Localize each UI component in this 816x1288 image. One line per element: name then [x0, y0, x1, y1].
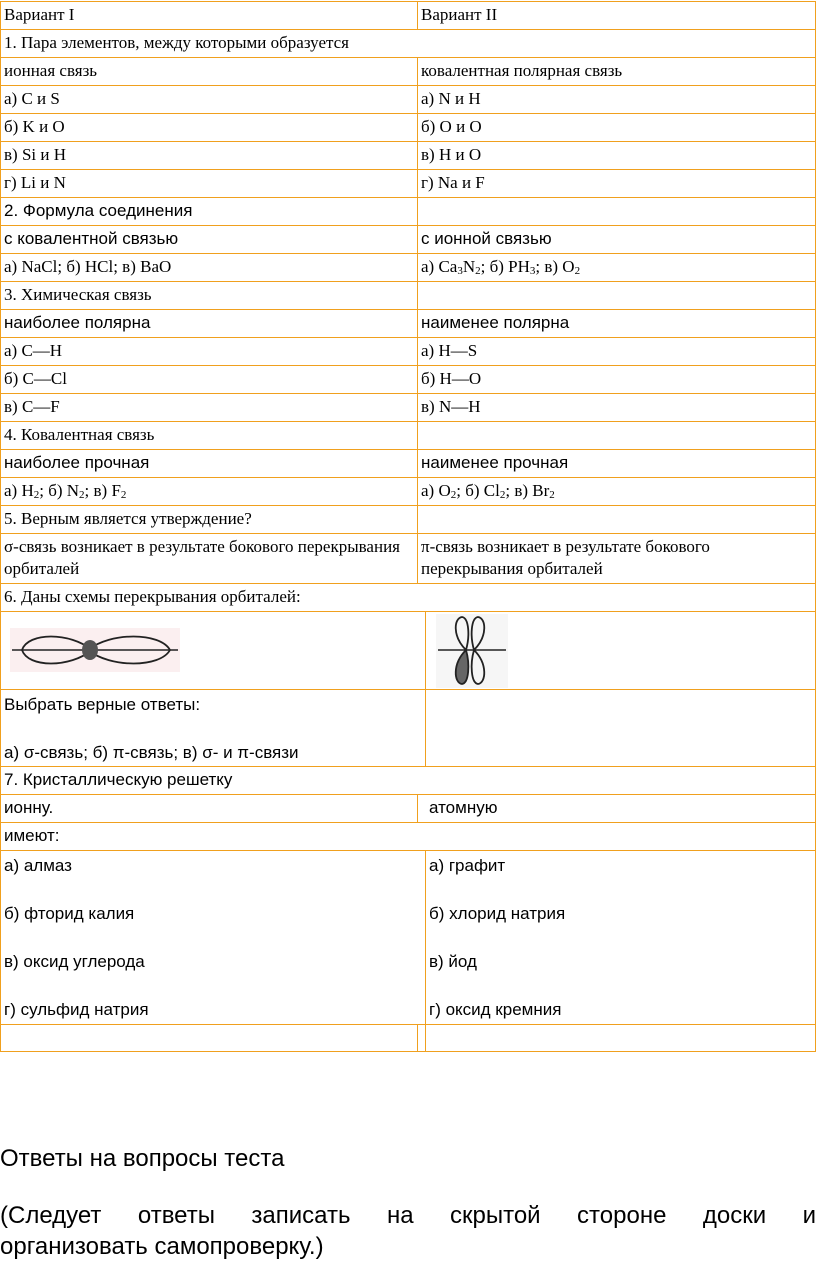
answers-heading: Ответы на вопросы теста — [0, 1145, 285, 1172]
q3-left-option: б) C—Cl — [4, 369, 67, 388]
q7-left-option: б) фторид калия — [4, 904, 135, 923]
q1-right-subtitle: ковалентная полярная связь — [421, 61, 623, 80]
q7-left-subtitle: ионну. — [4, 798, 54, 817]
q2-left-answers: а) NaCl; б) HCl; в) BaO — [4, 257, 172, 276]
q3-left-option: а) C—H — [4, 341, 63, 360]
header-variant-2: Вариант II — [421, 5, 498, 24]
header-variant-1: Вариант I — [4, 5, 75, 24]
q1-left-option: а) C и S — [4, 89, 60, 108]
q3-left-option: в) C—F — [4, 397, 60, 416]
q3-title: 3. Химическая связь — [4, 285, 152, 304]
q7-right-option: а) графит — [429, 856, 506, 875]
q1-title: 1. Пара элементов, между которыми образуется — [4, 33, 349, 52]
q7-title: 7. Кристаллическую решетку — [4, 770, 233, 789]
q1-left-subtitle: ионная связь — [4, 61, 98, 80]
answers-note-line-2: организовать самопроверку.) — [0, 1233, 324, 1260]
q4-left-subtitle: наиболее прочная — [4, 453, 150, 472]
q5-title: 5. Верным является утверждение? — [4, 509, 252, 528]
q1-left-option: б) K и O — [4, 117, 65, 136]
q1-right-option: а) N и H — [421, 89, 481, 108]
q2-right-answers: а) $Ca_3N_2$; б) $PH_3$; в) $O_2$ — [421, 257, 581, 277]
q7-left-option: г) сульфид натрия — [4, 1000, 149, 1019]
pi-overlap-diagram — [436, 614, 508, 688]
sigma-overlap-diagram — [10, 628, 180, 672]
q4-right-subtitle: наименее прочная — [421, 453, 569, 472]
q2-right-subtitle: с ионной связью — [421, 229, 552, 248]
q7-right-option: в) йод — [429, 952, 477, 971]
answers-note-line-1: (Следует ответы записать на скрытой стороне доски и — [0, 1202, 816, 1229]
q1-left-option: г) Li и N — [4, 173, 66, 192]
q7-right-subtitle: атомную — [429, 798, 498, 817]
q4-right-answers: а) $O_2$; б) $Cl_2$; в) $Br_2$ — [421, 481, 555, 501]
q1-right-option: г) Na и F — [421, 173, 485, 192]
q6-title: 6. Даны схемы перекрывания орбиталей: — [4, 587, 301, 606]
q7-right-option: г) оксид кремния — [429, 1000, 562, 1019]
q5-right-statement: π-связь возникает в результате бокового перекрывания орбиталей — [421, 537, 710, 578]
q6-answers: а) σ-связь; б) π-связь; в) σ- и π-связи — [4, 743, 299, 762]
q1-left-option: в) Si и H — [4, 145, 66, 164]
q3-right-option: в) N—H — [421, 397, 481, 416]
q3-left-subtitle: наиболее полярна — [4, 313, 151, 332]
q7-left-option: в) оксид углерода — [4, 952, 145, 971]
q2-title: 2. Формула соединения — [4, 201, 193, 220]
q3-right-option: а) H—S — [421, 341, 478, 360]
q6-prompt: Выбрать верные ответы: — [4, 695, 201, 714]
q7-right-option: б) хлорид натрия — [429, 904, 566, 923]
answers-note — [0, 1200, 816, 1262]
q3-right-subtitle: наименее полярна — [421, 313, 570, 332]
q1-right-option: б) O и O — [421, 117, 482, 136]
q7-left-option: а) алмаз — [4, 856, 72, 875]
q1-right-option: в) H и O — [421, 145, 482, 164]
q7-verb: имеют: — [4, 826, 60, 845]
q4-left-answers: а) $H_2$; б) $N_2$; в) $F_2$ — [4, 481, 127, 501]
q4-title: 4. Ковалентная связь — [4, 425, 155, 444]
q3-right-option: б) H—O — [421, 369, 482, 388]
q5-left-statement: σ-связь возникает в результате бокового перекрывания орбиталей — [4, 537, 400, 578]
q2-left-subtitle: с ковалентной связью — [4, 229, 179, 248]
